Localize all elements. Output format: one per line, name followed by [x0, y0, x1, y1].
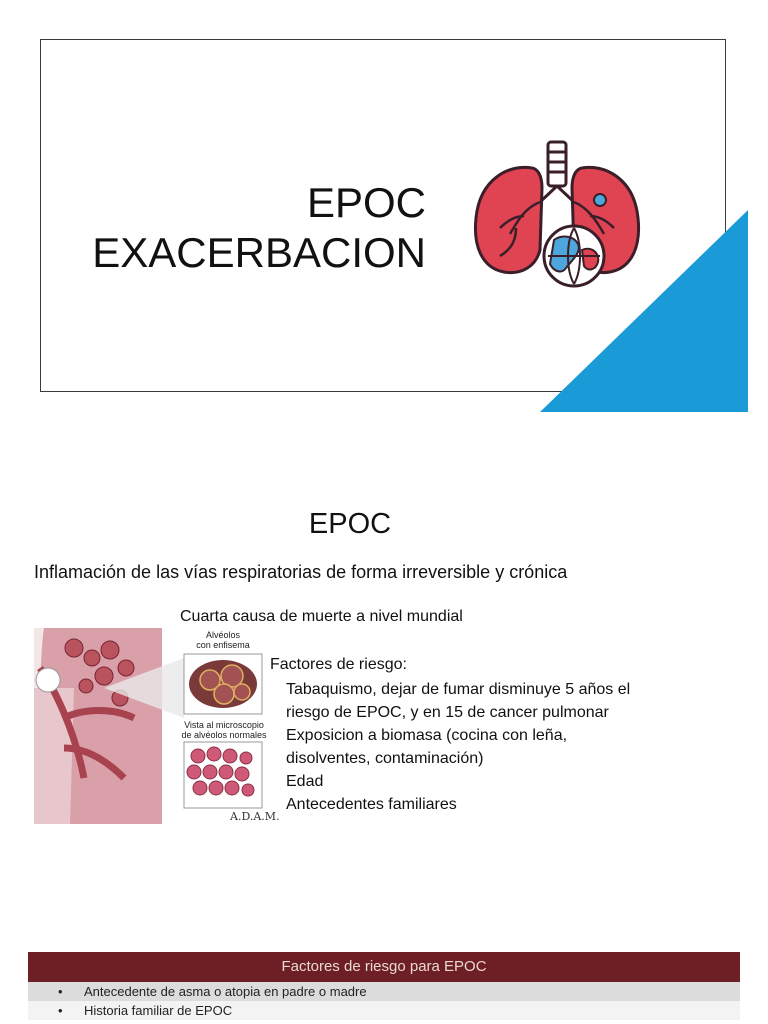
emphysema-label: Alvéolos con enfisema: [196, 630, 250, 650]
title-line-2: EXACERBACION: [92, 229, 426, 276]
epoc-slide: [0, 430, 768, 950]
risk-factor-line: Tabaquismo, dejar de fumar disminuye 5 años el: [286, 681, 631, 698]
table-row-text: Antecedente de asma o atopia en padre o madre: [84, 984, 367, 999]
risk-factor-line: Antecedentes familiares: [286, 796, 457, 813]
risk-factor-line: Edad: [286, 773, 324, 790]
risk-factors-table: [28, 952, 740, 1020]
title-slide: [0, 0, 768, 430]
risk-factor-line: disolventes, contaminación): [286, 750, 484, 767]
cause-of-death-text: Cuarta causa de muerte a nivel mundial: [180, 608, 463, 625]
normal-alveoli-label: Vista al microscopio de alvéolos normales: [181, 720, 267, 740]
bullet-icon: •: [58, 1003, 63, 1018]
lungs-virus-icon: [470, 138, 644, 298]
epoc-definition: Inflamación de las vías respiratorias de forma irreversible y crónica: [34, 562, 568, 582]
alveoli-illustration: [34, 628, 280, 824]
risk-factor-line: Exposicion a biomasa (cocina con leña,: [286, 727, 568, 744]
risk-factors-list: [286, 678, 726, 816]
table-row-text: Historia familiar de EPOC: [84, 1003, 233, 1018]
risk-factor-line: riesgo de EPOC, y en 15 de cancer pulmonar: [286, 704, 609, 721]
table-row: [28, 982, 740, 1001]
title-line-1: EPOC: [306, 179, 426, 226]
slide-title: [92, 178, 426, 278]
adam-credit: A.D.A.M.: [230, 810, 280, 823]
table-row: [28, 1001, 740, 1020]
epoc-heading: EPOC: [308, 508, 392, 540]
bullet-icon: •: [58, 984, 63, 999]
risk-factors-title: Factores de riesgo:: [270, 656, 407, 673]
table-header: Factores de riesgo para EPOC: [28, 952, 740, 982]
